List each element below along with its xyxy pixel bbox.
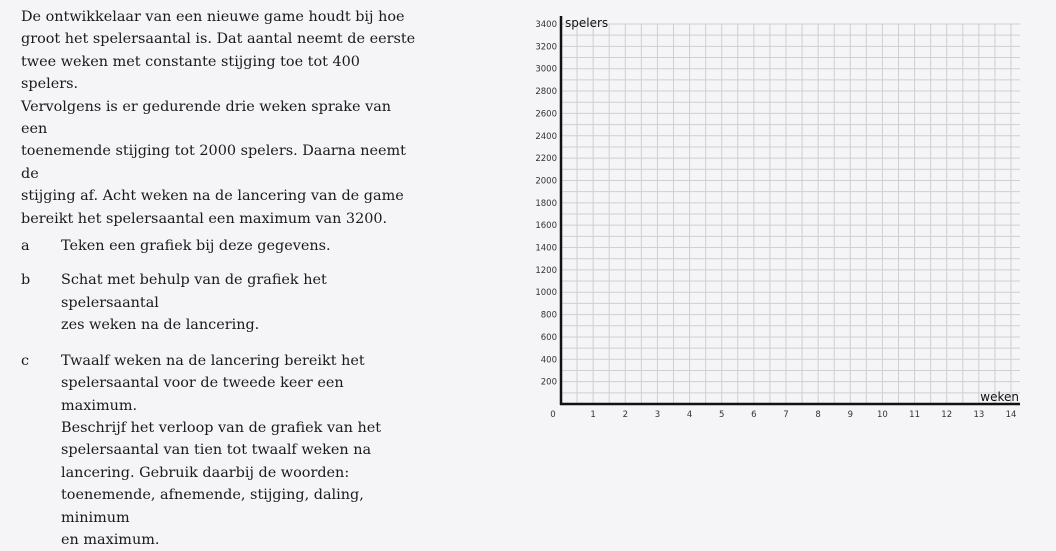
intro-line: groot het spelersaantal is. Dat aantal neemt de eerste: [21, 31, 416, 48]
question-a: [21, 235, 421, 257]
x-tick-label: 12: [941, 410, 953, 420]
y-tick-label: 1600: [535, 221, 557, 232]
x-tick-label: 0: [550, 410, 556, 420]
y-tick-label: 2000: [535, 176, 557, 187]
question-line: spelersaantal voor de tweede keer een maximum.: [61, 375, 344, 414]
exercise-text: [21, 6, 421, 551]
x-tick-label: 10: [877, 410, 888, 420]
question-letter: c: [21, 352, 30, 369]
question-line: lancering. Gebruik daarbij de woorden:: [61, 464, 350, 481]
intro-paragraph: [21, 6, 421, 230]
intro-line: bereikt het spelersaantal een maximum van 3200.: [21, 210, 388, 227]
x-tick-label: 2: [622, 410, 628, 420]
y-tick-label: 2600: [535, 109, 557, 120]
x-tick-label: 9: [847, 410, 853, 420]
x-tick-label: 6: [751, 410, 757, 420]
question-line: Schat met behulp van de grafiek het spelersaantal: [61, 272, 327, 311]
question-line: zes weken na de lancering.: [61, 317, 260, 334]
question-line: Beschrijf het verloop van de grafiek van het: [61, 419, 382, 436]
y-tick-label: 1800: [535, 198, 557, 209]
intro-line: stijging af. Acht weken na de lancering van de game: [21, 188, 404, 205]
question-c: [21, 350, 421, 551]
x-tick-label: 5: [719, 410, 725, 420]
x-axis-label: weken: [980, 390, 1019, 404]
intro-line: De ontwikkelaar van een nieuwe game houdt bij hoe: [21, 9, 405, 25]
y-axis-label: spelers: [565, 16, 609, 30]
y-tick-label: 3400: [535, 20, 557, 30]
question-letter: a: [21, 238, 30, 255]
x-tick-label: 4: [686, 410, 693, 420]
question-line: Teken een grafiek bij deze gegevens.: [61, 238, 331, 255]
x-tick-label: 3: [654, 410, 661, 420]
y-tick-label: 600: [540, 332, 557, 343]
intro-line: twee weken met constante stijging toe tot 400 spelers.: [21, 53, 360, 93]
x-tick-label: 11: [909, 410, 920, 420]
x-tick-label: 7: [783, 410, 789, 420]
question-line: spelersaantal van tien tot twaalf weken na: [61, 442, 372, 459]
y-tick-label: 2400: [535, 131, 557, 142]
y-tick-label: 800: [540, 310, 557, 321]
intro-line: Vervolgens is er gedurende drie weken sprake van een: [21, 98, 392, 138]
y-tick-label: 1200: [535, 265, 557, 276]
y-tick-label: 200: [540, 377, 557, 388]
question-line: Twaalf weken na de lancering bereikt het: [61, 352, 365, 369]
x-tick-label: 8: [815, 410, 821, 420]
question-letter: b: [21, 272, 31, 289]
x-tick-label: 1: [590, 410, 596, 420]
x-tick-label: 13: [973, 410, 985, 420]
x-tick-label: 14: [1005, 410, 1017, 420]
question-line: en maximum.: [61, 531, 160, 548]
question-b: [21, 269, 421, 336]
intro-line: toenemende stijging tot 2000 spelers. Daarna neemt de: [21, 143, 406, 182]
y-tick-label: 2800: [535, 87, 557, 98]
y-tick-label: 3000: [535, 64, 557, 75]
y-tick-label: 3200: [535, 42, 557, 53]
question-line: toenemende, afnemende, stijging, daling, minimum: [61, 487, 364, 526]
y-tick-label: 1000: [535, 288, 557, 299]
y-tick-label: 400: [540, 355, 557, 366]
y-tick-label: 2200: [535, 154, 557, 165]
y-tick-label: 1400: [535, 243, 557, 254]
